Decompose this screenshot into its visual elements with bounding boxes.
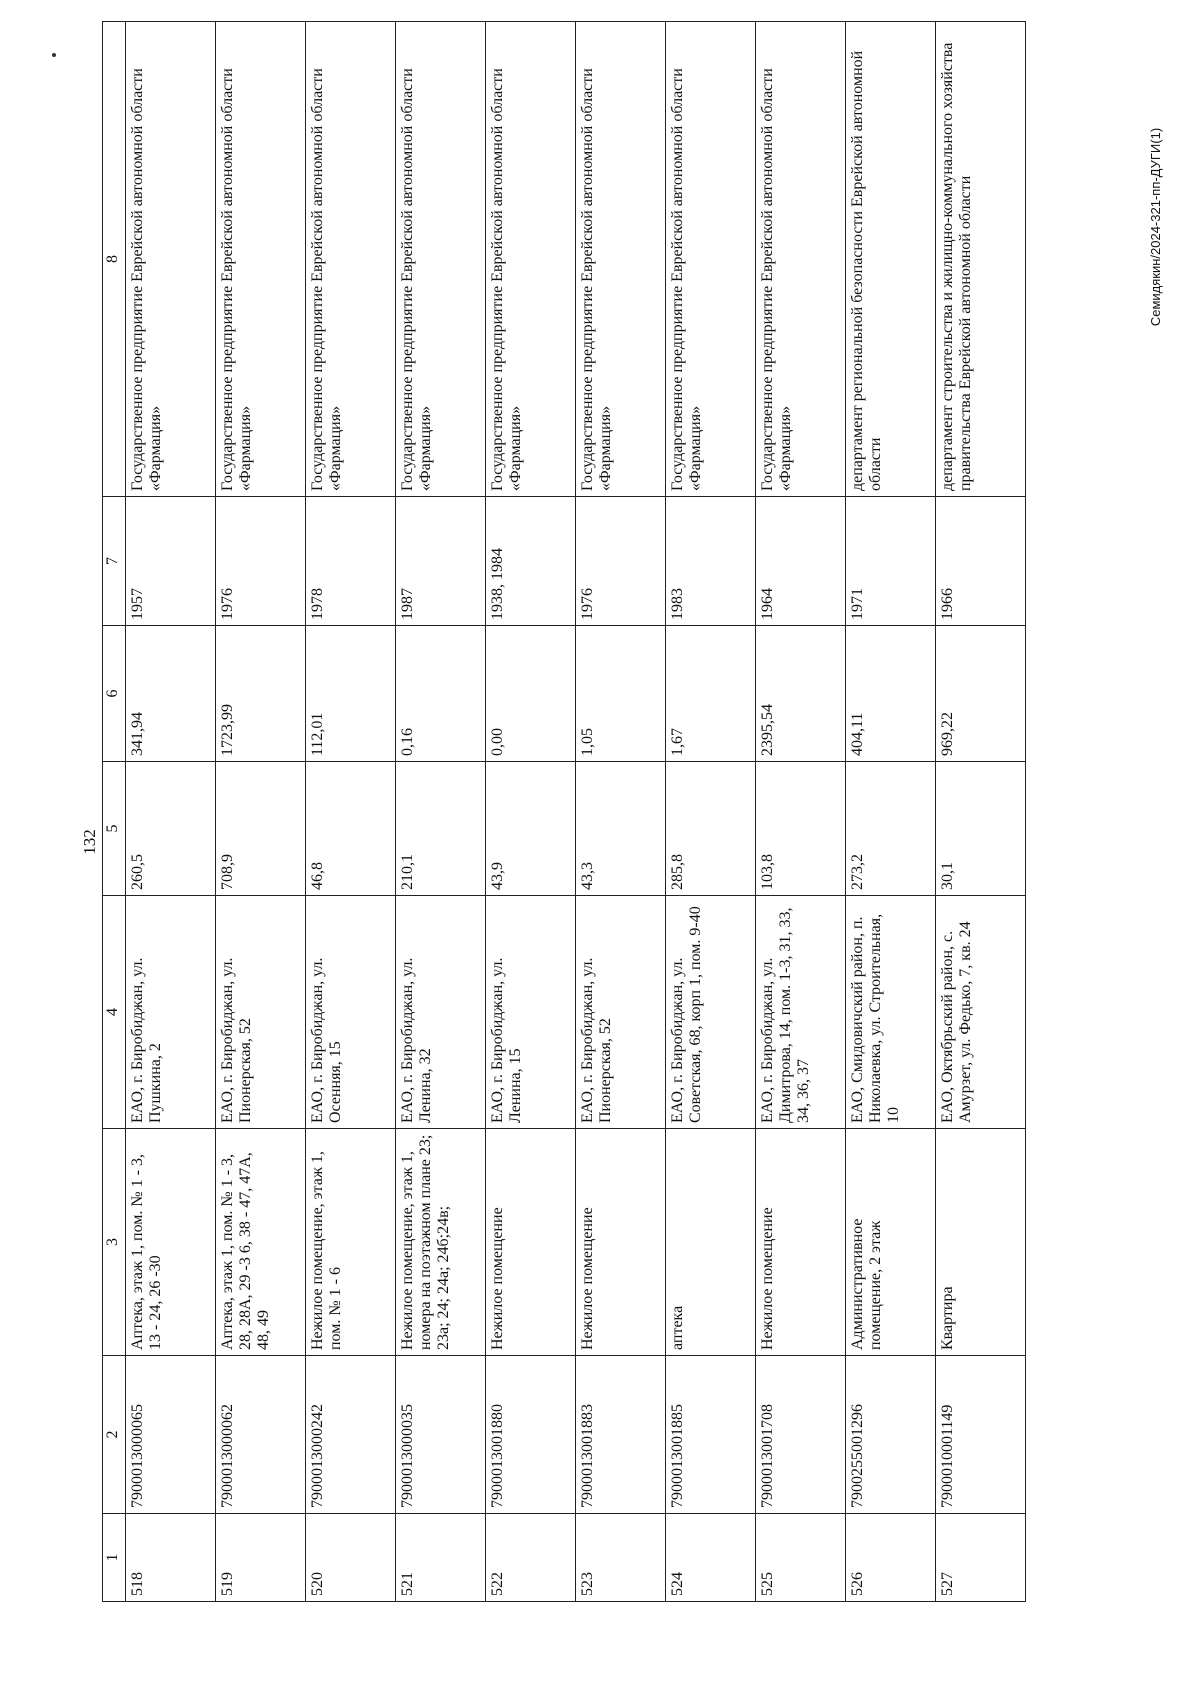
table-row: [576, 22, 666, 1602]
header-row: [103, 22, 126, 1602]
col-year-cell: 1976: [576, 497, 666, 626]
col-value-cell: 1,67: [666, 626, 756, 762]
property-register-table: [102, 21, 1026, 1602]
col-holder-cell: Государственное предприятие Еврейской автономной области «Фармация»: [486, 22, 576, 497]
scan-speck: [52, 53, 56, 57]
col-address-cell: ЕАО, г. Биробиджан, ул. Ленина, 32: [396, 896, 486, 1129]
col-address-cell: ЕАО, г. Биробиджан, ул. Пионерская, 52: [576, 896, 666, 1129]
col-address-cell: ЕАО, г. Биробиджан, ул. Пионерская, 52: [216, 896, 306, 1129]
col-area-cell: 708,9: [216, 762, 306, 896]
col-area-cell: 285,8: [666, 762, 756, 896]
col-area-cell: 210,1: [396, 762, 486, 896]
table-row: [666, 22, 756, 1602]
col-value-cell: 341,94: [126, 626, 216, 762]
col-description-cell: Нежилое помещение: [576, 1129, 666, 1356]
col-year-cell: 1971: [846, 497, 936, 626]
col-area-cell: 273,2: [846, 762, 936, 896]
header-col-year: 7: [103, 497, 126, 626]
header-col-holder: 8: [103, 22, 126, 497]
header-col-value: 6: [103, 626, 126, 762]
col-cadastral-cell: 7900013001883: [576, 1356, 666, 1514]
header-col-number: 1: [103, 1514, 126, 1602]
page-number: 132: [80, 829, 99, 855]
col-value-cell: 0,16: [396, 626, 486, 762]
table-body: [126, 22, 1026, 1602]
col-year-cell: 1938, 1984: [486, 497, 576, 626]
col-cadastral-cell: 7900013001880: [486, 1356, 576, 1514]
col-number-cell: 521: [396, 1514, 486, 1602]
col-area-cell: 103,8: [756, 762, 846, 896]
col-cadastral-cell: 7900013001885: [666, 1356, 756, 1514]
col-holder-cell: департамент строительства и жилищно-коммунального хозяйства правительства Еврейской автономной области: [936, 22, 1026, 497]
col-cadastral-cell: 7900013000062: [216, 1356, 306, 1514]
col-cadastral-cell: 7900013000065: [126, 1356, 216, 1514]
header-col-cadastral: 2: [103, 1356, 126, 1514]
col-address-cell: ЕАО, г. Биробиджан, ул. Осенняя, 15: [306, 896, 396, 1129]
col-description-cell: Нежилое помещение, этаж 1, пом. № 1 - 6: [306, 1129, 396, 1356]
col-cadastral-cell: 7900013000035: [396, 1356, 486, 1514]
col-value-cell: 404,11: [846, 626, 936, 762]
col-address-cell: ЕАО, г. Биробиджан, ул. Советская, 68, корп 1, пом. 9-40: [666, 896, 756, 1129]
col-number-cell: 520: [306, 1514, 396, 1602]
col-value-cell: 969,22: [936, 626, 1026, 762]
col-area-cell: 260,5: [126, 762, 216, 896]
col-holder-cell: Государственное предприятие Еврейской автономной области «Фармация»: [216, 22, 306, 497]
col-number-cell: 527: [936, 1514, 1026, 1602]
col-cadastral-cell: 7900013000242: [306, 1356, 396, 1514]
col-address-cell: ЕАО, Смидовичский район, п. Николаевка, ул. Строительная, 10: [846, 896, 936, 1129]
col-cadastral-cell: 7900010001149: [936, 1356, 1026, 1514]
table-row: [396, 22, 486, 1602]
col-number-cell: 518: [126, 1514, 216, 1602]
col-address-cell: ЕАО, г. Биробиджан, ул. Ленина, 15: [486, 896, 576, 1129]
col-value-cell: 112,01: [306, 626, 396, 762]
col-holder-cell: департамент региональной безопасности Еврейской автономной области: [846, 22, 936, 497]
col-value-cell: 0,00: [486, 626, 576, 762]
col-holder-cell: Государственное предприятие Еврейской автономной области «Фармация»: [666, 22, 756, 497]
col-description-cell: Аптека, этаж 1, пом. № 1 - 3, 28, 28А, 29 -3 6, 38 - 47, 47А, 48, 49: [216, 1129, 306, 1356]
col-cadastral-cell: 7900255001296: [846, 1356, 936, 1514]
col-description-cell: аптека: [666, 1129, 756, 1356]
col-number-cell: 522: [486, 1514, 576, 1602]
col-holder-cell: Государственное предприятие Еврейской автономной области «Фармация»: [396, 22, 486, 497]
table-row: [126, 22, 216, 1602]
table-row: [486, 22, 576, 1602]
col-value-cell: 2395,54: [756, 626, 846, 762]
col-year-cell: 1966: [936, 497, 1026, 626]
col-holder-cell: Государственное предприятие Еврейской автономной области «Фармация»: [576, 22, 666, 497]
col-address-cell: ЕАО, г. Биробиджан, ул. Димитрова, 14, пом. 1-3, 31, 33, 34, 36, 37: [756, 896, 846, 1129]
col-area-cell: 43,3: [576, 762, 666, 896]
table-row: [216, 22, 306, 1602]
col-value-cell: 1,05: [576, 626, 666, 762]
col-description-cell: Квартира: [936, 1129, 1026, 1356]
col-description-cell: Нежилое помещение: [486, 1129, 576, 1356]
col-holder-cell: Государственное предприятие Еврейской автономной области «Фармация»: [306, 22, 396, 497]
col-holder-cell: Государственное предприятие Еврейской автономной области «Фармация»: [126, 22, 216, 497]
col-description-cell: Нежилое помещение, этаж 1, номера на поэтажном плане 23; 23а; 24; 24а; 24б;24в;: [396, 1129, 486, 1356]
col-description-cell: Административное помещение, 2 этаж: [846, 1129, 936, 1356]
col-number-cell: 519: [216, 1514, 306, 1602]
col-number-cell: 525: [756, 1514, 846, 1602]
col-year-cell: 1957: [126, 497, 216, 626]
col-year-cell: 1964: [756, 497, 846, 626]
col-number-cell: 523: [576, 1514, 666, 1602]
col-description-cell: Аптека, этаж 1, пом. № 1 - 3, 13 - 24, 26 -30: [126, 1129, 216, 1356]
col-area-cell: 30,1: [936, 762, 1026, 896]
col-year-cell: 1978: [306, 497, 396, 626]
col-area-cell: 43,9: [486, 762, 576, 896]
header-col-area: 5: [103, 762, 126, 896]
col-number-cell: 524: [666, 1514, 756, 1602]
col-year-cell: 1983: [666, 497, 756, 626]
document-code: Семидякин/2024-321-пп-ДУГИ(1): [1148, 127, 1163, 327]
col-year-cell: 1976: [216, 497, 306, 626]
col-number-cell: 526: [846, 1514, 936, 1602]
table-row: [756, 22, 846, 1602]
table-row: [846, 22, 936, 1602]
col-holder-cell: Государственное предприятие Еврейской автономной области «Фармация»: [756, 22, 846, 497]
header-col-description: 3: [103, 1129, 126, 1356]
col-description-cell: Нежилое помещение: [756, 1129, 846, 1356]
col-year-cell: 1987: [396, 497, 486, 626]
table-row: [306, 22, 396, 1602]
col-value-cell: 1723,99: [216, 626, 306, 762]
col-area-cell: 46,8: [306, 762, 396, 896]
header-col-address: 4: [103, 896, 126, 1129]
table-row: [936, 22, 1026, 1602]
col-address-cell: ЕАО, г. Биробиджан, ул. Пушкина, 2: [126, 896, 216, 1129]
col-cadastral-cell: 7900013001708: [756, 1356, 846, 1514]
col-address-cell: ЕАО, Октябрьский район, с. Амурзет, ул. Федько, 7, кв. 24: [936, 896, 1026, 1129]
